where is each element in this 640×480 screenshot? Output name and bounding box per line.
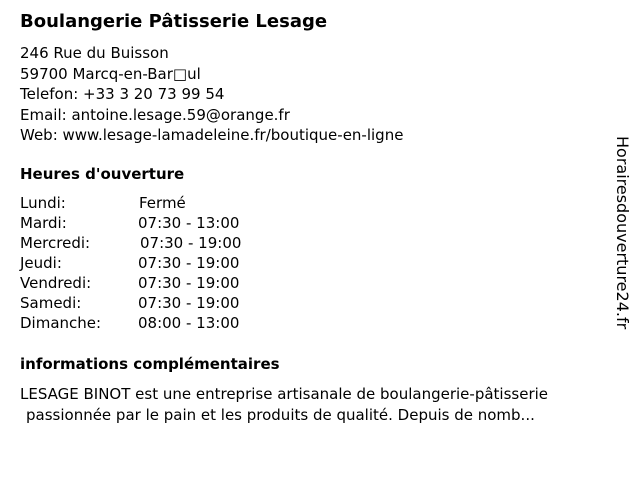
day-label: Samedi: (20, 294, 82, 312)
business-name: Boulangerie Pâtisserie Lesage (20, 11, 328, 32)
time-value: Fermé (139, 194, 186, 212)
time-value: 07:30 - 19:00 (140, 234, 242, 252)
info-text-line-1: LESAGE BINOT est une entreprise artisanale de boulangerie-pâtisserie (20, 385, 549, 403)
day-label: Mercredi: (20, 234, 91, 252)
day-label: Mardi: (20, 214, 67, 232)
website-link[interactable]: Web: www.lesage-lamadeleine.fr/boutique-en-ligne (20, 126, 404, 144)
day-label: Jeudi: (20, 254, 62, 272)
time-value: 07:30 - 19:00 (138, 274, 240, 292)
time-value: 08:00 - 13:00 (138, 314, 240, 332)
day-label: Lundi: (20, 194, 66, 212)
spacer-line (20, 356, 632, 357)
day-label: Vendredi: (20, 274, 92, 292)
time-value: 07:30 - 19:00 (138, 294, 240, 312)
site-watermark: Horairesdouverture24.fr (613, 136, 632, 330)
contact-block (20, 43, 403, 146)
time-value: 07:30 - 13:00 (138, 214, 240, 232)
address-city: 59700 Marcq-en-Bar□ul (20, 64, 201, 83)
info-text (20, 356, 632, 357)
info-description (20, 355, 632, 376)
info-text-line-2[interactable]: passionnée par le pain et les produits de qualité. Depuis de nomb... (26, 406, 535, 424)
phone-number[interactable]: Telefon: +33 3 20 73 99 54 (20, 85, 225, 103)
time-value: 07:30 - 19:00 (138, 254, 240, 272)
info-text-block (20, 384, 548, 426)
email-address[interactable]: Email: antoine.lesage.59@orange.fr (20, 105, 290, 124)
address-street: 246 Rue du Buisson (20, 44, 169, 62)
info-heading: informations complémentaires (20, 355, 280, 373)
hours-heading: Heures d'ouverture (20, 165, 185, 183)
day-label: Dimanche: (20, 314, 102, 332)
